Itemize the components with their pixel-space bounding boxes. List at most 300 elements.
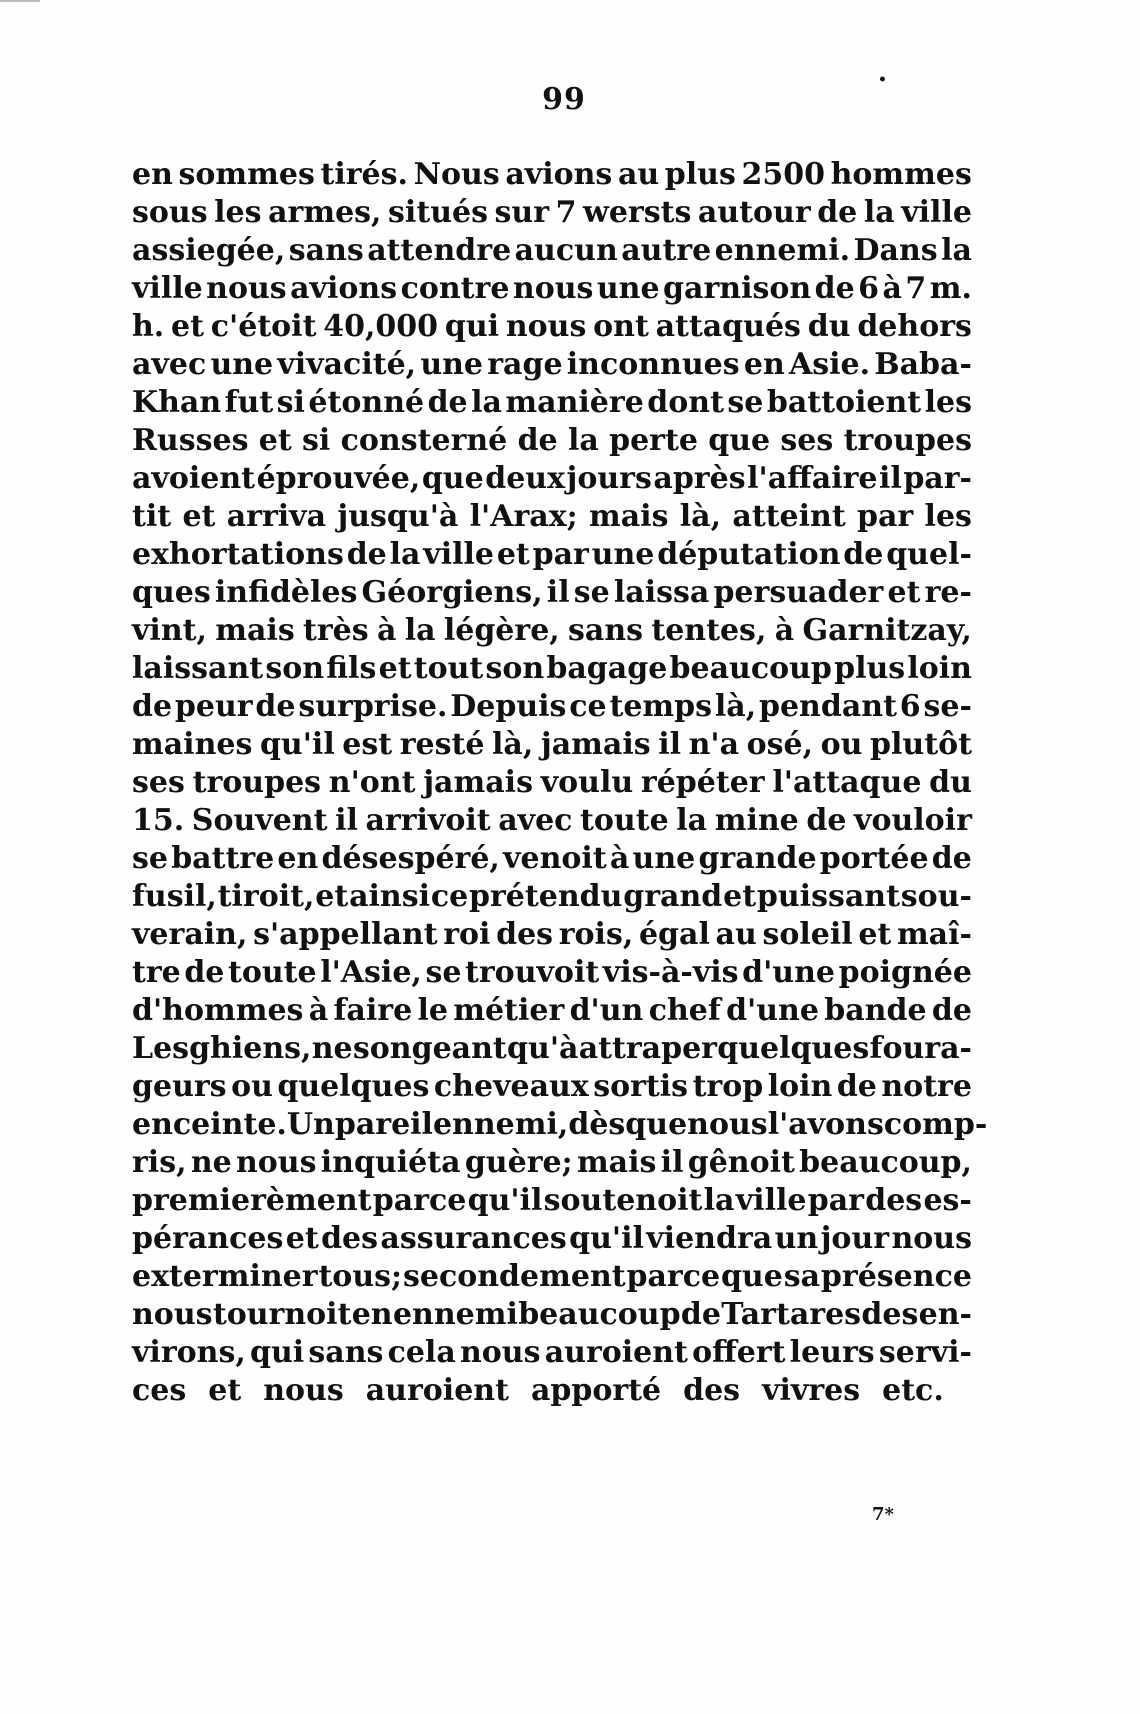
word: Dans bbox=[853, 233, 938, 268]
word: d'un bbox=[569, 993, 644, 1028]
text-line bbox=[132, 878, 972, 916]
word: chef bbox=[648, 993, 721, 1028]
word: présence bbox=[820, 1259, 972, 1294]
word: osé, bbox=[746, 727, 814, 762]
word: voulu bbox=[540, 765, 634, 800]
word: 15. bbox=[132, 803, 185, 838]
word: exterminer bbox=[132, 1259, 318, 1294]
word: que bbox=[708, 423, 771, 458]
word: de bbox=[931, 841, 972, 876]
word: ce bbox=[569, 689, 607, 724]
word: parce bbox=[626, 1259, 721, 1294]
text-line bbox=[132, 232, 972, 270]
signature-mark: 7* bbox=[872, 1504, 894, 1525]
word: surprise. bbox=[298, 689, 448, 724]
word: légère, bbox=[443, 613, 560, 648]
word: tre bbox=[132, 955, 181, 990]
word: du bbox=[807, 309, 851, 344]
word: la bbox=[703, 1183, 735, 1218]
word: peur bbox=[174, 689, 253, 724]
word: 40,000 bbox=[323, 309, 439, 344]
word: jours bbox=[566, 461, 652, 496]
word: n'ont bbox=[328, 765, 416, 800]
word: se bbox=[425, 955, 462, 990]
word: battre bbox=[171, 841, 275, 876]
text-line bbox=[132, 194, 972, 232]
word: dès bbox=[568, 1107, 626, 1142]
text-line bbox=[132, 992, 972, 1030]
word: puissant bbox=[756, 879, 900, 914]
word: la bbox=[941, 233, 972, 268]
word: bagage bbox=[546, 651, 668, 686]
word: que bbox=[625, 1107, 688, 1142]
word: foura- bbox=[869, 1031, 972, 1066]
word: que bbox=[720, 1259, 783, 1294]
word: battoient bbox=[766, 385, 922, 420]
word: persuader bbox=[713, 575, 884, 610]
word: n'a bbox=[688, 727, 740, 762]
word: mais bbox=[576, 1145, 657, 1180]
word: de bbox=[843, 537, 884, 572]
word: etc. bbox=[882, 1373, 944, 1408]
word: ville bbox=[735, 1183, 807, 1218]
word: Lesghiens, bbox=[132, 1031, 312, 1066]
word: dont bbox=[647, 385, 724, 420]
word: sous bbox=[132, 195, 208, 230]
text-line bbox=[132, 498, 972, 536]
word: manière bbox=[505, 385, 644, 420]
text-line bbox=[132, 916, 972, 954]
word: et bbox=[285, 1221, 319, 1256]
word: autour bbox=[697, 195, 811, 230]
word: re- bbox=[924, 575, 972, 610]
word: de bbox=[255, 689, 296, 724]
word: de bbox=[346, 537, 387, 572]
word: qu'à bbox=[507, 1031, 579, 1066]
word: trouvoit bbox=[465, 955, 600, 990]
word: sans bbox=[308, 1335, 384, 1370]
word: autre bbox=[621, 233, 712, 268]
word: toute bbox=[227, 955, 317, 990]
word: du bbox=[929, 765, 972, 800]
word: la bbox=[404, 613, 436, 648]
word: avoient bbox=[132, 461, 256, 496]
word: une bbox=[210, 347, 274, 382]
word: pendant bbox=[758, 689, 897, 724]
word: des bbox=[496, 917, 554, 952]
word: secondement bbox=[402, 1259, 626, 1294]
word: nous bbox=[459, 1335, 541, 1370]
word: de bbox=[517, 423, 558, 458]
word: tentes, bbox=[651, 613, 767, 648]
word: assurances bbox=[380, 1221, 567, 1256]
word: de bbox=[817, 195, 858, 230]
word: la bbox=[471, 385, 502, 420]
word: m. bbox=[929, 271, 972, 306]
word: consterné bbox=[340, 423, 508, 458]
word: métier bbox=[453, 993, 565, 1028]
word: ainsi bbox=[349, 879, 430, 914]
word: nous bbox=[206, 271, 287, 306]
word: leurs bbox=[789, 1335, 875, 1370]
word: cheveaux bbox=[433, 1069, 589, 1104]
word: prétendu bbox=[469, 879, 623, 914]
word: rois, bbox=[558, 917, 634, 952]
word: garnison bbox=[663, 271, 812, 306]
word: la bbox=[389, 537, 421, 572]
word: son bbox=[485, 651, 545, 686]
word: d'une bbox=[742, 955, 836, 990]
text-line bbox=[132, 1144, 972, 1182]
word: si bbox=[302, 423, 331, 458]
word: se bbox=[573, 575, 610, 610]
word: troupes bbox=[192, 765, 322, 800]
word: jour bbox=[820, 1221, 890, 1256]
word: tournoit bbox=[212, 1297, 352, 1332]
text-line bbox=[132, 650, 972, 688]
word: quelques bbox=[277, 1069, 430, 1104]
word: Un bbox=[286, 1107, 335, 1142]
word: quelques bbox=[717, 1031, 870, 1066]
word: exhortations bbox=[132, 537, 344, 572]
word: avec bbox=[498, 803, 573, 838]
word: roi bbox=[443, 917, 491, 952]
word: sommes bbox=[178, 157, 315, 192]
word: des bbox=[861, 1297, 919, 1332]
word: la bbox=[567, 423, 599, 458]
word: venoit bbox=[503, 841, 607, 876]
word: inquiéta bbox=[320, 1145, 461, 1180]
word: sur bbox=[494, 195, 550, 230]
text-line bbox=[132, 840, 972, 878]
word: à bbox=[774, 613, 795, 648]
word: sans bbox=[288, 233, 364, 268]
word: d'une bbox=[726, 993, 819, 1028]
word: une bbox=[632, 841, 696, 876]
word: et bbox=[496, 537, 530, 572]
word: apporté bbox=[530, 1373, 662, 1408]
word: par bbox=[807, 1183, 864, 1218]
word: Russes bbox=[132, 423, 249, 458]
word: la bbox=[863, 195, 895, 230]
word: 7 bbox=[905, 271, 927, 306]
word: de bbox=[132, 689, 173, 724]
word: aucun bbox=[514, 233, 618, 268]
word: laissant bbox=[132, 651, 264, 686]
word: rage bbox=[487, 347, 563, 382]
word: l'Arax; bbox=[469, 499, 578, 534]
word: là, bbox=[679, 499, 722, 534]
text-line bbox=[132, 574, 972, 612]
word: après bbox=[653, 461, 746, 496]
word: étonné bbox=[308, 385, 425, 420]
word: à bbox=[308, 993, 329, 1028]
word: c'étoit bbox=[210, 309, 317, 344]
word: en bbox=[743, 347, 785, 382]
word: ont bbox=[593, 309, 649, 344]
word: perte bbox=[609, 423, 698, 458]
word: Depuis bbox=[450, 689, 567, 724]
word: 6 bbox=[899, 689, 921, 724]
word: armes, bbox=[268, 195, 382, 230]
word: troupes bbox=[843, 423, 972, 458]
word: cela bbox=[387, 1335, 456, 1370]
word: Khan bbox=[132, 385, 222, 420]
word: Baba- bbox=[874, 347, 972, 382]
body-text bbox=[132, 156, 988, 1410]
word: et bbox=[858, 917, 892, 952]
word: nous bbox=[235, 1145, 317, 1180]
word: fut bbox=[224, 385, 274, 420]
word: nous bbox=[512, 271, 594, 306]
word: ou bbox=[231, 1069, 273, 1104]
word: nous bbox=[687, 1107, 768, 1142]
word: de bbox=[931, 993, 972, 1028]
word: soleil bbox=[762, 917, 853, 952]
word: tit bbox=[132, 499, 172, 534]
word: vivres bbox=[762, 1373, 861, 1408]
word: attendre bbox=[367, 233, 512, 268]
word: wersts bbox=[583, 195, 692, 230]
word: au bbox=[617, 157, 660, 192]
word: en bbox=[277, 841, 319, 876]
word: de bbox=[184, 955, 225, 990]
text-line bbox=[132, 156, 972, 194]
word: ennemi, bbox=[432, 1107, 569, 1142]
word: qu'il bbox=[259, 727, 335, 762]
text-line bbox=[132, 1182, 972, 1220]
word: les bbox=[214, 195, 262, 230]
word: mais bbox=[215, 613, 295, 648]
word: en bbox=[132, 157, 173, 192]
word: ques bbox=[132, 575, 211, 610]
word: assiegée, bbox=[132, 233, 286, 268]
text-line bbox=[132, 1372, 972, 1410]
word: tous; bbox=[318, 1259, 403, 1294]
text-line bbox=[132, 1220, 972, 1258]
word: Nous bbox=[413, 157, 500, 192]
word: deux bbox=[485, 461, 565, 496]
word: grande bbox=[698, 841, 817, 876]
word: dehors bbox=[857, 309, 972, 344]
word: comp- bbox=[883, 1107, 988, 1142]
word: avec bbox=[132, 347, 207, 382]
word: servi- bbox=[878, 1335, 972, 1370]
word: ne bbox=[311, 1031, 353, 1066]
word: à bbox=[882, 271, 902, 306]
word: ennemi. bbox=[714, 233, 851, 268]
word: bande bbox=[824, 993, 927, 1028]
word: à bbox=[609, 841, 630, 876]
word: loin bbox=[907, 651, 972, 686]
word: jusqu'à bbox=[337, 499, 459, 534]
word: faire bbox=[333, 993, 413, 1028]
word: auroient bbox=[365, 1373, 509, 1408]
word: jamais bbox=[540, 727, 651, 762]
word: arriva bbox=[226, 499, 327, 534]
word: une bbox=[591, 537, 655, 572]
word: en- bbox=[918, 1297, 972, 1332]
word: resté bbox=[399, 727, 485, 762]
word: vis-à-vis bbox=[602, 955, 739, 990]
word: et bbox=[208, 1373, 242, 1408]
word: est bbox=[342, 727, 393, 762]
word: il bbox=[335, 803, 358, 838]
word: guère; bbox=[464, 1145, 573, 1180]
word: plutôt bbox=[870, 727, 972, 762]
word: 2500 bbox=[741, 157, 825, 192]
word: l'Asie, bbox=[320, 955, 422, 990]
word: députation bbox=[657, 537, 841, 572]
word: fils bbox=[326, 651, 377, 686]
text-line bbox=[132, 688, 972, 726]
word: qu'il bbox=[569, 1221, 644, 1256]
word: désespéré, bbox=[321, 841, 500, 876]
text-line bbox=[132, 1068, 972, 1106]
word: des bbox=[865, 1183, 923, 1218]
word: sortis bbox=[593, 1069, 689, 1104]
word: atteint bbox=[732, 499, 846, 534]
word: vivacité, bbox=[277, 347, 417, 382]
text-line bbox=[132, 726, 972, 764]
text-line bbox=[132, 764, 972, 802]
word: ou bbox=[820, 727, 863, 762]
word: s'appellant bbox=[253, 917, 438, 952]
word: maines bbox=[132, 727, 253, 762]
word: auroient bbox=[544, 1335, 688, 1370]
word: geurs bbox=[132, 1069, 227, 1104]
text-line bbox=[132, 1030, 972, 1068]
word: l'attaque bbox=[772, 765, 922, 800]
text-line bbox=[132, 536, 972, 574]
word: qui bbox=[444, 309, 500, 344]
word: 7 bbox=[555, 195, 577, 230]
word: enceinte. bbox=[132, 1107, 287, 1142]
text-line bbox=[132, 422, 972, 460]
word: 6 bbox=[858, 271, 880, 306]
word: loin bbox=[767, 1069, 833, 1104]
text-line bbox=[132, 308, 972, 346]
word: infidèles bbox=[214, 575, 358, 610]
word: et bbox=[887, 575, 921, 610]
word: premierèment bbox=[132, 1183, 372, 1218]
word: au bbox=[715, 917, 757, 952]
word: tiroit, bbox=[217, 879, 315, 914]
word: égal bbox=[638, 917, 710, 952]
word: Garnitzay, bbox=[802, 613, 972, 648]
word: Asie. bbox=[788, 347, 871, 382]
word: nous bbox=[263, 1373, 344, 1408]
text-line bbox=[132, 802, 972, 840]
word: que bbox=[421, 461, 484, 496]
scan-edge-line bbox=[0, 0, 40, 2]
text-line bbox=[132, 1296, 972, 1334]
word: fusil, bbox=[132, 879, 217, 914]
word: mais bbox=[589, 499, 669, 534]
word: par- bbox=[903, 461, 972, 496]
word: là, bbox=[492, 727, 534, 762]
word: il bbox=[660, 1145, 684, 1180]
word: contre bbox=[400, 271, 510, 306]
word: plus bbox=[664, 157, 736, 192]
word: nous bbox=[132, 1297, 213, 1332]
word: et bbox=[315, 879, 349, 914]
word: les bbox=[924, 499, 972, 534]
word: sans bbox=[568, 613, 644, 648]
word: l'avons bbox=[767, 1107, 884, 1142]
word: à bbox=[376, 613, 397, 648]
text-line bbox=[132, 384, 972, 422]
word: plus bbox=[834, 651, 906, 686]
word: avions bbox=[505, 157, 613, 192]
word: Souvent bbox=[191, 803, 328, 838]
word: se bbox=[727, 385, 764, 420]
word: il bbox=[658, 727, 682, 762]
word: les bbox=[924, 385, 972, 420]
word: se bbox=[132, 841, 168, 876]
word: pareil bbox=[334, 1107, 433, 1142]
word: verain, bbox=[132, 917, 248, 952]
word: par bbox=[857, 499, 914, 534]
word: arrivoit bbox=[365, 803, 491, 838]
word: ne bbox=[190, 1145, 232, 1180]
word: la bbox=[676, 803, 708, 838]
word: sa bbox=[783, 1259, 821, 1294]
word: vint, bbox=[132, 613, 207, 648]
word: qu'il bbox=[467, 1183, 543, 1218]
word: très bbox=[303, 613, 369, 648]
text-line bbox=[132, 612, 972, 650]
word: Tartares bbox=[721, 1297, 862, 1332]
word: tout bbox=[413, 651, 484, 686]
text-line bbox=[132, 270, 972, 308]
word: avions bbox=[290, 271, 398, 306]
word: ce bbox=[430, 879, 469, 914]
word: es- bbox=[923, 1183, 972, 1218]
word: vouloir bbox=[854, 803, 972, 838]
word: et bbox=[258, 423, 292, 458]
word: soutenoit bbox=[543, 1183, 703, 1218]
word: une bbox=[596, 271, 660, 306]
word: qui bbox=[249, 1335, 305, 1370]
word: notre bbox=[881, 1069, 972, 1104]
word: hommes bbox=[830, 157, 972, 192]
word: gênoit bbox=[687, 1145, 795, 1180]
word: ses bbox=[780, 423, 834, 458]
word: son bbox=[265, 651, 325, 686]
word: nous bbox=[505, 309, 587, 344]
word: attraper bbox=[578, 1031, 717, 1066]
word: ville bbox=[901, 195, 972, 230]
word: virons, bbox=[132, 1335, 246, 1370]
word: des bbox=[321, 1221, 379, 1256]
word: attaqués bbox=[655, 309, 801, 344]
word: un bbox=[774, 1221, 819, 1256]
word: répéter bbox=[640, 765, 765, 800]
word: mine bbox=[714, 803, 799, 838]
word: de bbox=[680, 1297, 721, 1332]
word: temps bbox=[609, 689, 713, 724]
word: beaucoup bbox=[669, 651, 832, 686]
word: de bbox=[814, 271, 855, 306]
text-line bbox=[132, 1258, 972, 1296]
text-line bbox=[132, 460, 972, 498]
word: une bbox=[420, 347, 484, 382]
word: et bbox=[723, 879, 757, 914]
word: inconnues bbox=[566, 347, 740, 382]
word: songeant bbox=[352, 1031, 507, 1066]
text-line bbox=[132, 954, 972, 992]
